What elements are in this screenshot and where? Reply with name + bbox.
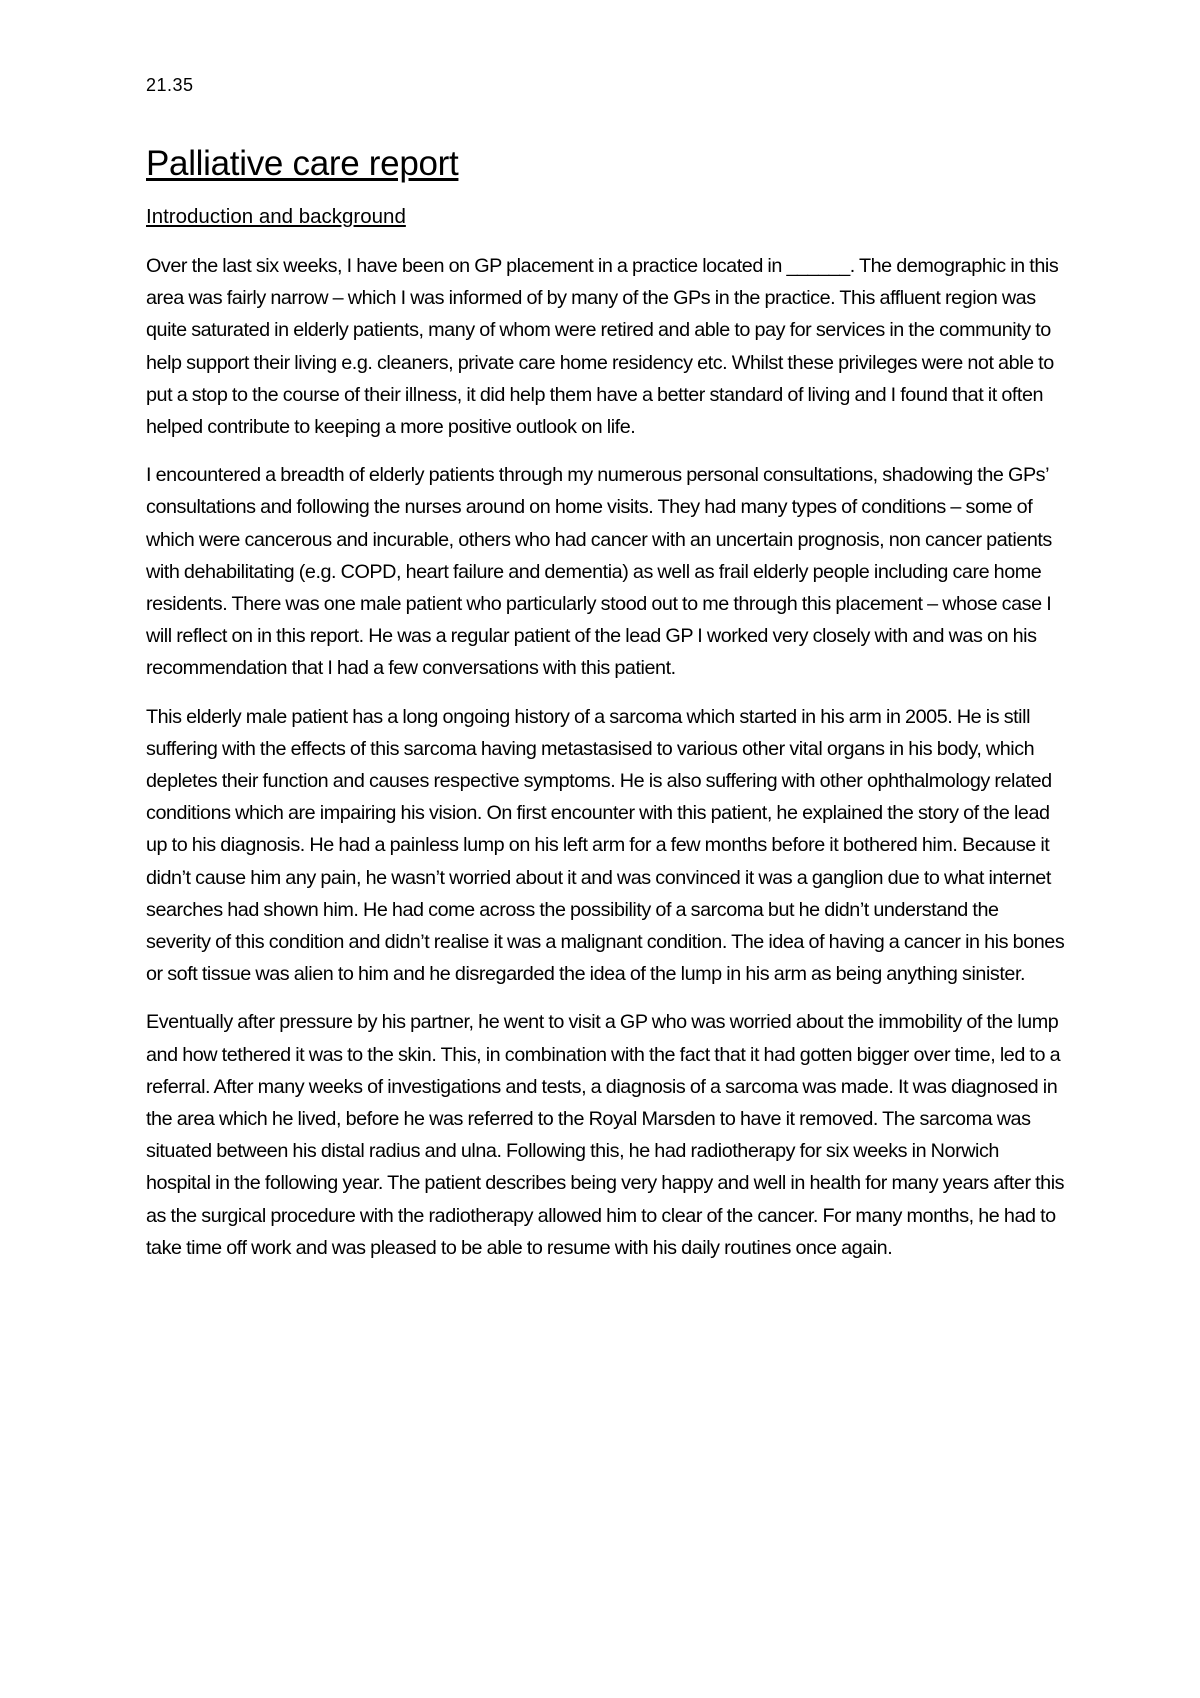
document-content <box>146 74 1066 1264</box>
time-stamp: 21.35 <box>146 75 194 95</box>
section-heading: Introduction and background <box>146 205 406 228</box>
document-title: Palliative care report <box>146 144 459 183</box>
body-paragraph: This elderly male patient has a long ongoing history of a sarcoma which started in his arm in 2005. He is still suffering with the effects of this sarcoma having metastasised to various other vital organs in his body, which depletes their function and causes respective symptoms. He is also suffering with other ophthalmology related conditions which are impairing his vision. On first encounter with this patient, he explained the story of the lead up to his diagnosis. He had a painless lump on his left arm for a few months before it bothered him. Because it didn’t cause him any pain, he wasn’t worried about it and was convinced it was a ganglion due to what internet searches had shown him. He had come across the possibility of a sarcoma but he didn’t understand the severity of this condition and didn’t realise it was a malignant condition. The idea of having a cancer in his bones or soft tissue was alien to him and he disregarded the idea of the lump in his arm as being anything sinister. <box>146 705 1065 986</box>
body-paragraph: I encountered a breadth of elderly patients through my numerous personal consultations, shadowing the GPs’ consultations and following the nurses around on home visits. They had many types of conditions – some of which were cancerous and incurable, others who had cancer with an uncertain prognosis, non cancer patients with dehabilitating (e.g. COPD, heart failure and dementia) as well as frail elderly people including care home residents. There was one male patient who particularly stood out to me through this placement – whose case I will reflect on in this report. He was a regular patient of the lead GP I worked very closely with and was on his recommendation that I had a few conversations with this patient. <box>146 464 1052 680</box>
body-paragraph: Eventually after pressure by his partner, he went to visit a GP who was worried about the immobility of the lump and how tethered it was to the skin. This, in combination with the fact that it had gotten bigger over time, led to a referral. After many weeks of investigations and tests, a diagnosis of a sarcoma was made. It was diagnosed in the area which he lived, before he was referred to the Royal Marsden to have it removed. The sarcoma was situated between his distal radius and ulna. Following this, he had radiotherapy for six weeks in Norwich hospital in the following year. The patient describes being very happy and well in health for many years after this as the surgical procedure with the radiotherapy allowed him to clear of the cancer. For many months, he had to take time off work and was pleased to be able to resume with his daily routines once again. <box>146 1011 1065 1259</box>
body-paragraph: Over the last six weeks, I have been on GP placement in a practice located in ______. The demographic in this area was fairly narrow – which I was informed of by many of the GPs in the practice. This affluent region was quite saturated in elderly patients, many of whom were retired and able to pay for services in the community to help support their living e.g. cleaners, private care home residency etc. Whilst these privileges were not able to put a stop to the course of their illness, it did help them have a better standard of living and I found that it often helped contribute to keeping a more positive outlook on life. <box>146 255 1059 439</box>
